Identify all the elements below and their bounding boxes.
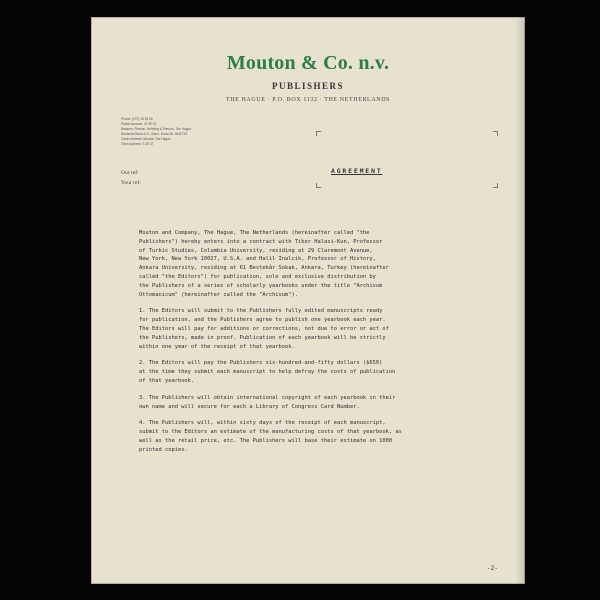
document-page (91, 17, 525, 584)
document-title: AGREEMENT (331, 167, 383, 175)
page-edge-shadow (515, 17, 525, 584)
document-body (139, 229, 515, 463)
contact-line: Phone: (070) 18 53 60 (121, 117, 153, 121)
company-name: Mouton & Co. n.v. (226, 52, 390, 74)
contact-line: Deutsche Bank A.G., Bonn, Konto Nr. 8642720 (121, 132, 188, 136)
contact-line: Bankers: Pierson, Heldring & Pierson, The Hague (121, 127, 192, 131)
contact-block (121, 117, 261, 147)
contact-line: Telex Address: 3 35 37 (121, 142, 154, 146)
contact-line: Postal Account: 47 59 91 (121, 122, 157, 126)
address-window-corner (316, 131, 321, 136)
paragraph-clause-3: 3. The Publishers will obtain international copyright of each yearbook in their own name and will secure for each a Library of Congress Card Number. (139, 394, 396, 410)
paragraph-intro: Mouton and Company, The Hague, The Netherlands (hereinafter called "the Publishers") hereby enters into a contract with Tibor Halasi-Kun, Professor of Turkic Studies, Columbia University, residing at 29 Claremont Avenue, New York, New York 10027, U.S.A. and Halil Inalcik, Professor of History, Ankara University, residing at 61 Bestekâr Sokak, Ankara, Turkey (hereinafter called "the Editors") for publication, sole and exclusive distribution by the Publishers of a series of scholarly yearbooks under the title "Archivum Ottomanicum" (hereinafter called the "Archivum"). (139, 230, 389, 298)
company-address: THE HAGUE · P.O. BOX 1132 · THE NETHERLANDS (225, 97, 391, 103)
your-ref-label: Your ref: (121, 180, 141, 186)
paragraph-clause-4: 4. The Publishers will, within sixty days of the receipt of each manuscript, submit to the Editors an estimate of the manufacturing costs of that yearbook, as well as the retail price, etc. The Publishers will base their estimate on 1000 printed copies. (139, 420, 402, 453)
paragraph-clause-2: 2. The Editors will pay the Publishers six-hundred-and-fifty dollars ($650) at the time they submit each manuscript to help defray the costs of publication of that yearbook. (139, 360, 396, 384)
paragraph-clause-1: 1. The Editors will submit to the Publishers fully edited manuscripts ready for publication, and the Publishers agree to publish one yearbook each year. The Editors will pay for additions or corrections, not due to error or act of the Publishers, made in proof. Publication of each yearbook will be strictly within one year of the receipt of that yearbook. (139, 308, 389, 350)
address-window-corner (493, 131, 498, 136)
address-window-corner (493, 183, 498, 188)
contact-line: Cable Address: Mouton The Hague (121, 137, 171, 141)
address-window-corner (316, 183, 321, 188)
page-number: -2- (487, 565, 498, 572)
company-subtitle: PUBLISHERS (271, 81, 345, 91)
our-ref-label: Our ref: (121, 170, 139, 176)
